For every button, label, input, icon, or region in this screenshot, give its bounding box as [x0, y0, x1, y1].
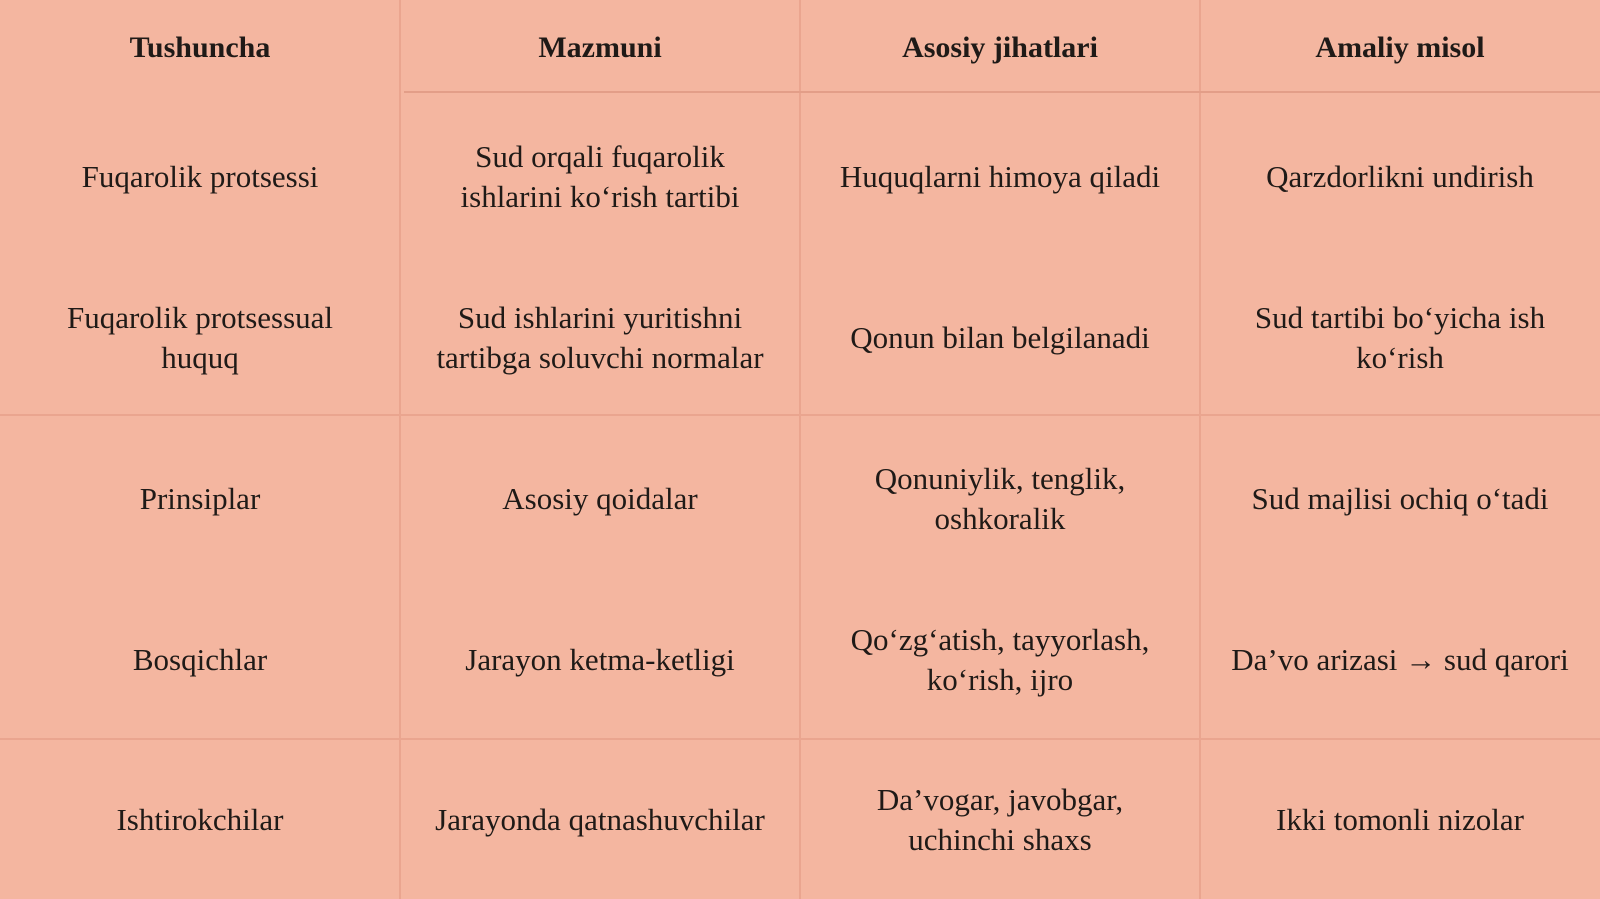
table-cell: Ishtirokchilar [116, 801, 284, 837]
table-cell: Qonun bilan belgilanadi [850, 319, 1150, 355]
row-divider [0, 738, 1600, 740]
column-divider [1199, 0, 1201, 899]
table-cell: Qarzdorlikni undirish [1266, 158, 1534, 194]
table-cell: Qonuniylik, tenglik, oshkoralik [874, 460, 1126, 536]
table-cell: Sud orqali fuqarolik ishlarini ko‘rish tartibi [460, 138, 740, 214]
column-divider [399, 0, 401, 899]
header-divider [404, 91, 1600, 93]
header-asosiy-jihatlari: Asosiy jihatlari [902, 31, 1098, 64]
table-cell: Bosqichlar [132, 641, 268, 677]
row-divider [0, 414, 1600, 416]
table-cell: Jarayon ketma-ketligi [465, 641, 735, 677]
table-cell: Sud majlisi ochiq o‘tadi [1251, 480, 1549, 516]
table-cell: Prinsiplar [139, 480, 261, 516]
header-amaliy-misol: Amaliy misol [1315, 31, 1485, 64]
table-cell: Huquqlarni himoya qiladi [839, 158, 1161, 194]
table-cell: Ikki tomonli nizolar [1276, 801, 1524, 837]
table-cell: Jarayonda qatnashuvchilar [435, 801, 765, 837]
table-cell: Sud ishlarini yuritishni tartibga soluvchi normalar [436, 299, 764, 375]
header-tushuncha: Tushuncha [129, 31, 271, 64]
table-cell: Fuqarolik protsessi [81, 158, 319, 194]
table-cell: Sud tartibi bo‘yicha ish ko‘rish [1254, 299, 1546, 375]
column-divider [799, 0, 801, 899]
table-cell: Asosiy qoidalar [502, 480, 698, 516]
table-cell: Qo‘zg‘atish, tayyorlash, ko‘rish, ijro [850, 621, 1150, 697]
table-cell: Da’vo arizasi → sud qarori [1231, 641, 1569, 677]
header-mazmuni: Mazmuni [538, 31, 662, 64]
table-cell: Fuqarolik protsessual huquq [66, 299, 334, 375]
table-cell: Da’vogar, javobgar, uchinchi shaxs [876, 781, 1124, 857]
